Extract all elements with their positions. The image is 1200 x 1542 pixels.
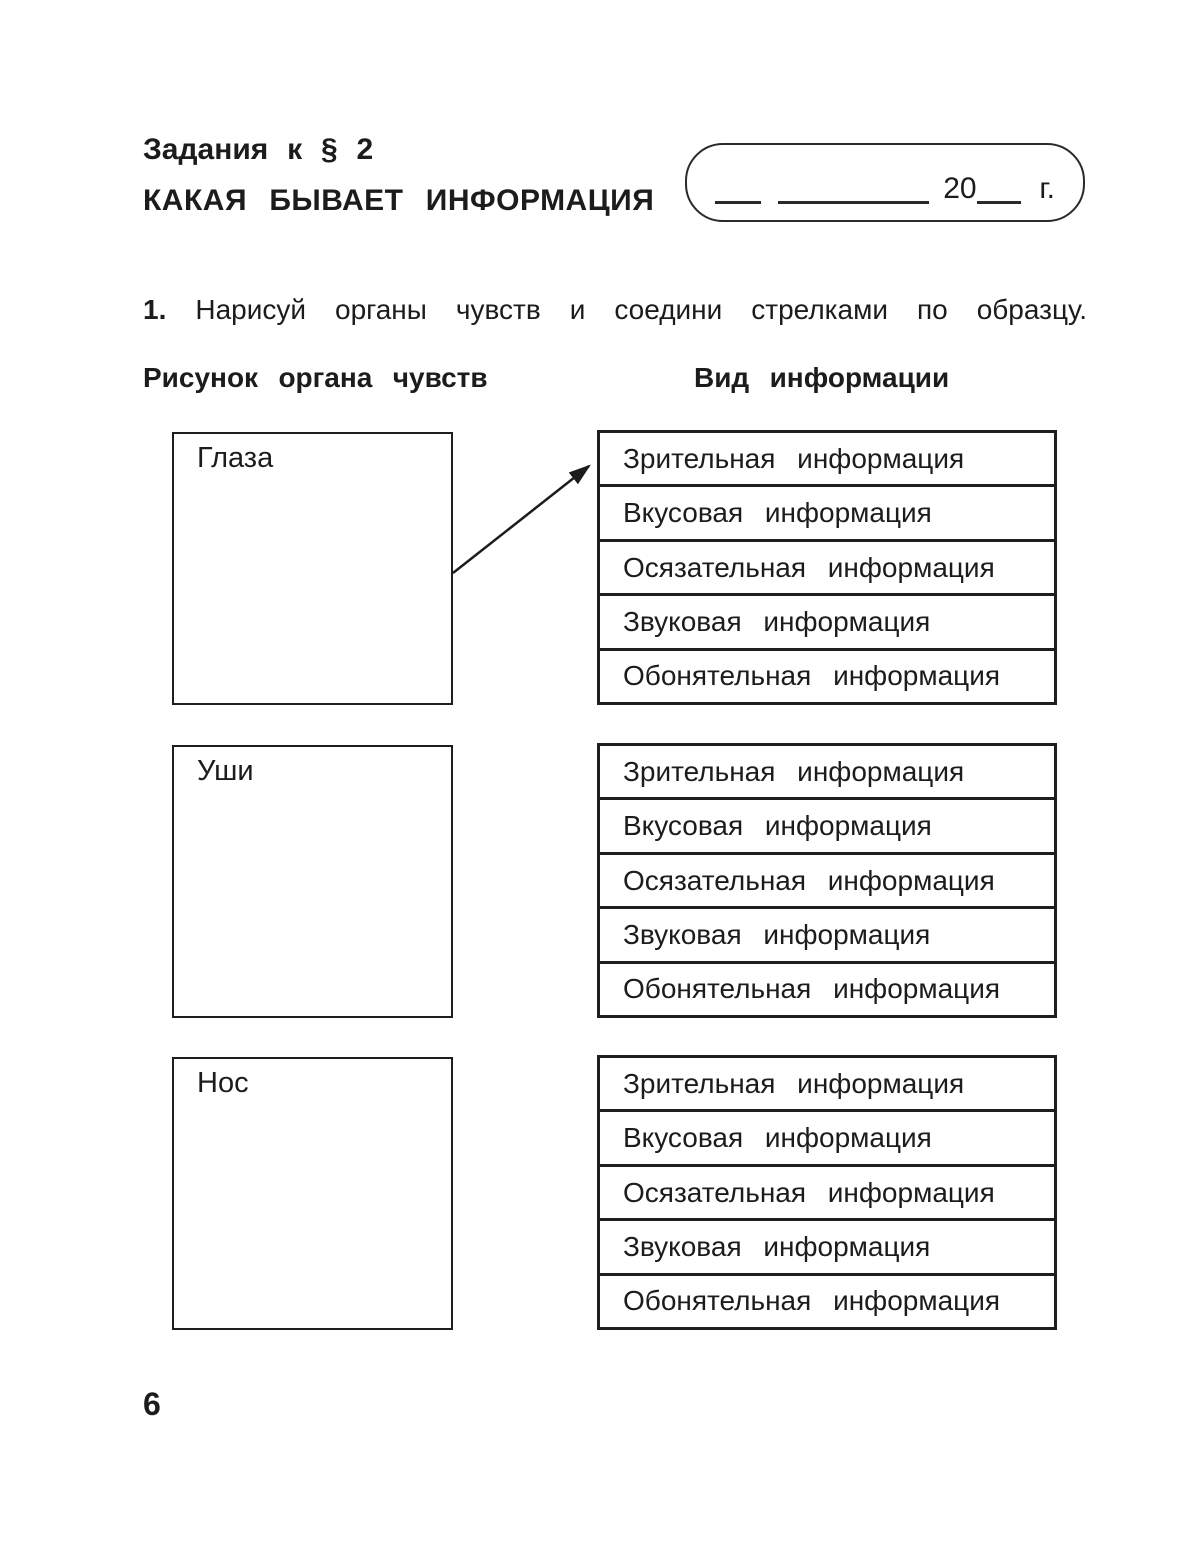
organ-label-nose: Нос	[197, 1067, 249, 1099]
info-option-tactile[interactable]: Осязательная информация	[600, 542, 1054, 596]
organ-box-eyes[interactable]	[172, 432, 453, 705]
page-number: 6	[143, 1386, 161, 1422]
info-option-smell[interactable]: Обонятельная информация	[623, 660, 1001, 692]
date-blank-year[interactable]	[977, 177, 1022, 204]
date-blank-month[interactable]	[778, 177, 929, 204]
info-option-visual[interactable]: Зрительная информация	[600, 1058, 1054, 1112]
info-option-smell[interactable]: Обонятельная информация	[623, 973, 1001, 1005]
column-header-organ-picture: Рисунок органа чувств	[143, 362, 488, 393]
section-label: Задания к § 2	[143, 133, 374, 166]
info-option-sound[interactable]: Звуковая информация	[600, 909, 1054, 963]
info-option-taste[interactable]: Вкусовая информация	[600, 487, 1054, 541]
info-option-visual[interactable]: Зрительная информация	[600, 746, 1054, 800]
organ-box-nose[interactable]	[172, 1057, 453, 1330]
info-option-smell[interactable]: Обонятельная информация	[623, 1285, 1001, 1317]
info-option-taste[interactable]: Вкусовая информация	[600, 1112, 1054, 1166]
info-option-sound[interactable]: Звуковая информация	[600, 1221, 1054, 1275]
info-option-tactile[interactable]: Осязательная информация	[600, 855, 1054, 909]
date-blank-day[interactable]	[715, 177, 761, 204]
task-1	[143, 294, 1087, 326]
info-table-eyes	[597, 430, 1057, 705]
page-title: КАКАЯ БЫВАЕТ ИНФОРМАЦИЯ	[143, 184, 655, 217]
info-option-visual[interactable]: Зрительная информация	[600, 433, 1054, 487]
task-number: 1.	[143, 294, 167, 325]
info-table-ears	[597, 743, 1057, 1018]
example-arrow	[445, 452, 605, 587]
date-box	[685, 143, 1085, 222]
organ-label-ears: Уши	[197, 755, 254, 787]
date-year-label: г.	[1039, 172, 1055, 205]
column-header-info-type: Вид информации	[694, 362, 950, 393]
info-option-tactile[interactable]: Осязательная информация	[600, 1167, 1054, 1221]
info-table-nose	[597, 1055, 1057, 1330]
organ-label-eyes: Глаза	[197, 442, 274, 474]
info-option-sound[interactable]: Звуковая информация	[600, 596, 1054, 650]
organ-box-ears[interactable]	[172, 745, 453, 1018]
info-option-taste[interactable]: Вкусовая информация	[600, 800, 1054, 854]
date-year-prefix: 20	[943, 172, 977, 205]
task-text: Нарисуй органы чувств и соедини стрелками по образцу.	[195, 294, 1087, 325]
